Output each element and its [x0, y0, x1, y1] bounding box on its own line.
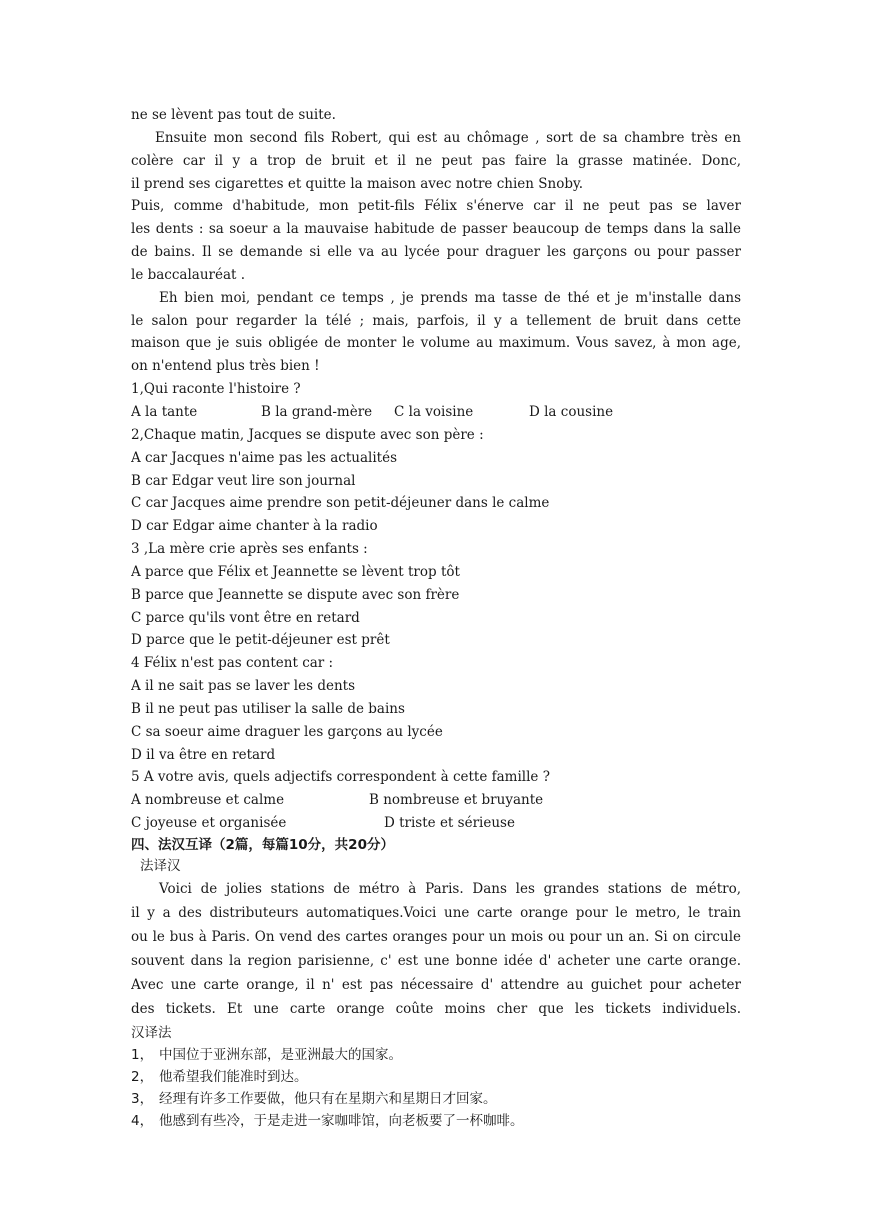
option: B car Edgar veut lire son journal — [131, 472, 356, 489]
question-1 — [131, 378, 741, 424]
passage-line: Eh bien moi, pendant ce temps , je prends ma tasse de thé et je m'installe dans — [159, 289, 741, 306]
option: D car Edgar aime chanter à la radio — [131, 518, 378, 535]
item-number: 1， — [131, 1046, 154, 1063]
option: B parce que Jeannette se dispute avec son frère — [131, 586, 460, 603]
question-3 — [131, 538, 741, 652]
zh-item — [131, 1044, 741, 1066]
question-2 — [131, 424, 741, 538]
option: D il va être en retard — [131, 746, 276, 763]
option: C la voisine — [394, 403, 474, 420]
translation-passage — [131, 877, 741, 1022]
question-text: 2,Chaque matin, Jacques se dispute avec son père : — [131, 426, 484, 443]
page-content — [131, 104, 741, 1132]
option: D triste et sérieuse — [384, 815, 515, 832]
option-row — [131, 401, 741, 424]
passage-line: il prend ses cigarettes et quitte la maison avec notre chien Snoby. — [131, 175, 584, 192]
passage-line: Puis, comme d'habitude, mon petit-fils Félix s'énerve car il ne peut pas se laver — [131, 198, 741, 215]
option: A parce que Félix et Jeannette se lèvent trop tôt — [131, 563, 460, 580]
passage-line: Ensuite mon second fils Robert, qui est au chômage , sort de sa chambre très en — [155, 129, 741, 146]
passage-line: colère car il y a trop de bruit et il ne peut pas faire la grasse matinée. Donc, — [131, 152, 741, 169]
passage-line: on n'entend plus très bien ! — [131, 358, 320, 375]
question-5 — [131, 766, 741, 835]
option-row — [131, 789, 741, 812]
option: B nombreuse et bruyante — [369, 792, 544, 809]
passage-line: Avec une carte orange, il n' est pas nécessaire d' attendre au guichet pour acheter — [131, 977, 741, 994]
zh-item — [131, 1110, 741, 1132]
question-text: 3 ,La mère crie après ses enfants : — [131, 541, 368, 558]
item-number: 4， — [131, 1112, 154, 1129]
question-text: 5 A votre avis, quels adjectifs correspondent à cette famille ? — [131, 769, 550, 786]
passage-line: le salon pour regarder la télé ; mais, parfois, il y a tellement de bruit dans cette — [131, 312, 741, 329]
question-text: 1,Qui raconte l'histoire ? — [131, 381, 301, 398]
question-4 — [131, 652, 741, 766]
item-text: 经理有许多工作要做，他只有在星期六和星期日才回家。 — [159, 1090, 497, 1107]
reading-passage — [131, 104, 741, 378]
passage-line: maison que je suis obligée de monter le volume au maximum. Vous savez, à mon age, — [131, 335, 741, 352]
option: C car Jacques aime prendre son petit-déjeuner dans le calme — [131, 495, 550, 512]
subsection-label-zh-fr: 汉译法 — [131, 1024, 172, 1041]
option: B il ne peut pas utiliser la salle de bains — [131, 700, 405, 717]
passage-line: le baccalauréat . — [131, 266, 246, 283]
passage-line: de bains. Il se demande si elle va au lycée pour draguer les garçons ou pour passer — [131, 244, 741, 261]
section-heading: 四、法汉互译（2篇，每篇10分，共20分） — [131, 837, 394, 853]
item-text: 他感到有些冷，于是走进一家咖啡馆，向老板要了一杯咖啡。 — [159, 1112, 524, 1129]
item-text: 他希望我们能准时到达。 — [159, 1068, 308, 1085]
passage-line: souvent dans la region parisienne, c' est une bonne idée d' acheter une carte orange. — [131, 953, 741, 970]
passage-line: ne se lèvent pas tout de suite. — [131, 107, 336, 123]
subsection-label-fr-zh: 法译汉 — [140, 858, 181, 874]
item-number: 2， — [131, 1068, 154, 1085]
option: A la tante — [131, 403, 198, 420]
question-text: 4 Félix n'est pas content car : — [131, 655, 334, 672]
zh-item — [131, 1088, 741, 1110]
passage-line: des tickets. Et une carte orange coûte moins cher que les tickets individuels. — [131, 1001, 741, 1018]
passage-line: il y a des distributeurs automatiques.Voici une carte orange pour le metro, le train — [131, 905, 741, 922]
passage-line: ou le bus à Paris. On vend des cartes oranges pour un mois ou pour un an. Si on circule — [131, 929, 741, 946]
item-text: 中国位于亚洲东部，是亚洲最大的国家。 — [159, 1046, 402, 1063]
passage-line: Voici de jolies stations de métro à Paris. Dans les grandes stations de métro, — [159, 881, 741, 897]
option: C sa soeur aime draguer les garçons au lycée — [131, 723, 443, 740]
zh-item — [131, 1066, 741, 1088]
option: D parce que le petit-déjeuner est prêt — [131, 632, 390, 649]
option: A car Jacques n'aime pas les actualités — [131, 449, 398, 466]
option: A nombreuse et calme — [131, 792, 285, 809]
passage-line: les dents : sa soeur a la mauvaise habitude de passer beaucoup de temps dans la salle — [131, 221, 741, 238]
option: C joyeuse et organisée — [131, 815, 287, 832]
option: C parce qu'ils vont être en retard — [131, 609, 360, 626]
option: B la grand-mère — [261, 403, 373, 420]
option: D la cousine — [529, 403, 614, 420]
option: A il ne sait pas se laver les dents — [131, 678, 356, 695]
item-number: 3， — [131, 1090, 154, 1107]
option-row — [131, 812, 741, 835]
